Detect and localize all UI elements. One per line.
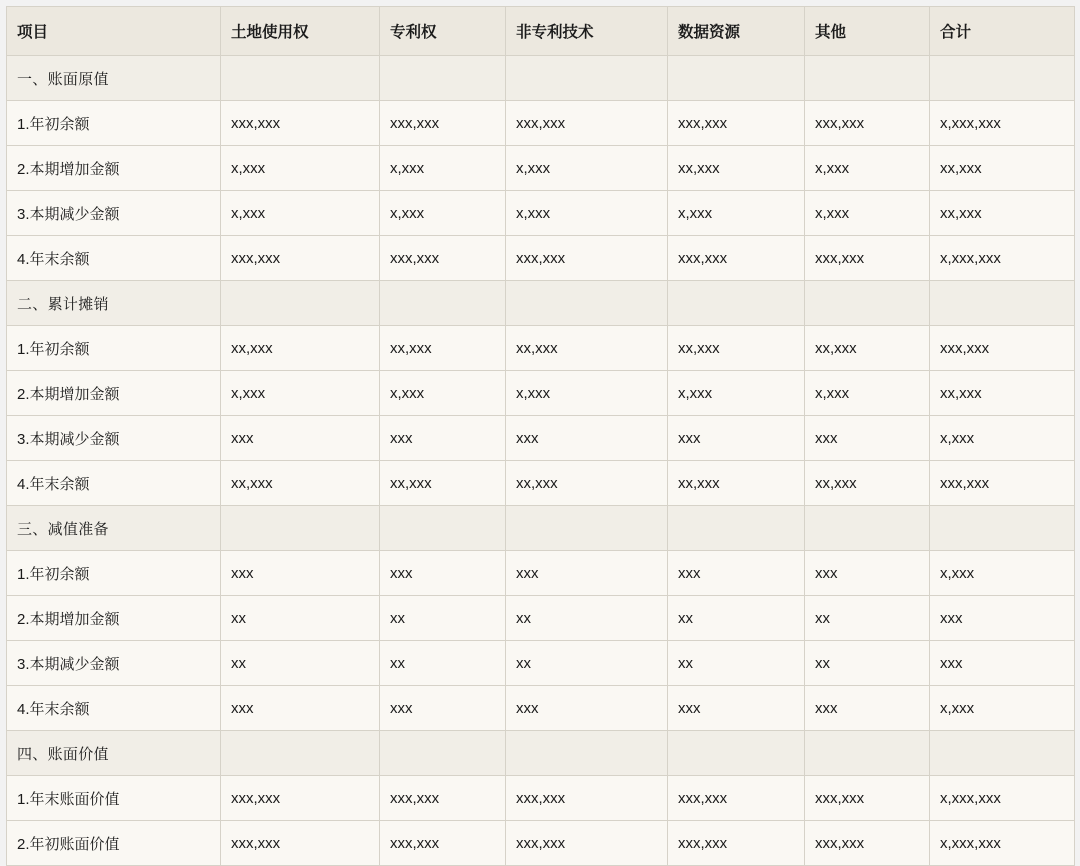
row-cell: xx: [506, 641, 668, 686]
row-cell: xxx,xxx: [221, 776, 380, 821]
row-cell: xxx: [221, 551, 380, 596]
row-cell: xxx,xxx: [668, 236, 805, 281]
row-cell: xxx: [668, 551, 805, 596]
row-cell: xxx,xxx: [668, 101, 805, 146]
row-label: 4.年末余额: [7, 461, 221, 506]
row-cell: xxx: [930, 641, 1075, 686]
row-cell: x,xxx,xxx: [930, 101, 1075, 146]
table-row: [7, 731, 1075, 776]
row-cell: xxx: [380, 416, 506, 461]
row-cell: xxx,xxx: [506, 101, 668, 146]
row-label: 3.本期减少金额: [7, 416, 221, 461]
row-label: 四、账面价值: [7, 731, 221, 776]
row-cell: [506, 56, 668, 101]
row-cell: xxx: [221, 686, 380, 731]
row-cell: xxx,xxx: [668, 776, 805, 821]
column-header-land-use-rights: 土地使用权: [221, 7, 380, 56]
row-cell: xx,xxx: [506, 326, 668, 371]
row-cell: xxx: [506, 416, 668, 461]
row-cell: [930, 56, 1075, 101]
row-label: 2.年初账面价值: [7, 821, 221, 866]
row-cell: xx,xxx: [930, 191, 1075, 236]
row-cell: [805, 56, 930, 101]
intangible-assets-table: [6, 6, 1075, 866]
row-cell: x,xxx: [506, 371, 668, 416]
table-row: [7, 506, 1075, 551]
row-label: 1.年末账面价值: [7, 776, 221, 821]
row-cell: xx,xxx: [930, 146, 1075, 191]
row-label: 4.年末余额: [7, 236, 221, 281]
table-row: [7, 56, 1075, 101]
row-cell: [221, 506, 380, 551]
row-cell: [668, 56, 805, 101]
row-cell: [506, 506, 668, 551]
row-label: 2.本期增加金额: [7, 146, 221, 191]
row-cell: [221, 731, 380, 776]
row-cell: xxx,xxx: [805, 776, 930, 821]
row-cell: xxx: [930, 596, 1075, 641]
row-label: 1.年初余额: [7, 101, 221, 146]
row-cell: [930, 281, 1075, 326]
table-row: [7, 641, 1075, 686]
row-label: 3.本期减少金额: [7, 641, 221, 686]
row-cell: [668, 506, 805, 551]
row-cell: xx,xxx: [506, 461, 668, 506]
table-row: [7, 371, 1075, 416]
table-header-row: [7, 7, 1075, 56]
row-cell: xxx,xxx: [380, 776, 506, 821]
table-row: [7, 236, 1075, 281]
table-row: [7, 191, 1075, 236]
row-cell: xxx,xxx: [380, 821, 506, 866]
table-row: [7, 416, 1075, 461]
row-cell: [380, 731, 506, 776]
row-label: 3.本期减少金额: [7, 191, 221, 236]
row-cell: x,xxx: [221, 146, 380, 191]
row-cell: [805, 731, 930, 776]
row-cell: xx,xxx: [380, 461, 506, 506]
row-cell: x,xxx: [668, 191, 805, 236]
row-cell: xxx,xxx: [668, 821, 805, 866]
row-cell: xx: [380, 641, 506, 686]
row-cell: xx: [380, 596, 506, 641]
row-cell: xxx: [668, 686, 805, 731]
row-cell: xxx,xxx: [380, 236, 506, 281]
row-cell: x,xxx: [506, 146, 668, 191]
row-label: 1.年初余额: [7, 551, 221, 596]
row-cell: x,xxx: [506, 191, 668, 236]
row-cell: x,xxx: [930, 551, 1075, 596]
table-row: [7, 686, 1075, 731]
row-label: 二、累计摊销: [7, 281, 221, 326]
row-cell: x,xxx: [668, 371, 805, 416]
row-cell: xxx: [805, 551, 930, 596]
row-cell: [668, 731, 805, 776]
row-label: 一、账面原值: [7, 56, 221, 101]
row-cell: xxx,xxx: [805, 101, 930, 146]
row-cell: xxx: [506, 551, 668, 596]
table-row: [7, 821, 1075, 866]
row-cell: x,xxx: [221, 371, 380, 416]
table-row: [7, 281, 1075, 326]
row-cell: [668, 281, 805, 326]
row-cell: [380, 56, 506, 101]
row-cell: xx,xxx: [221, 326, 380, 371]
column-header-other: 其他: [805, 7, 930, 56]
row-cell: x,xxx: [380, 146, 506, 191]
table-row: [7, 776, 1075, 821]
row-cell: x,xxx: [930, 416, 1075, 461]
table-body: [7, 56, 1075, 866]
row-cell: x,xxx: [805, 146, 930, 191]
column-header-non-patent-tech: 非专利技术: [506, 7, 668, 56]
row-cell: xx,xxx: [805, 461, 930, 506]
row-cell: [221, 56, 380, 101]
row-cell: xxx: [221, 416, 380, 461]
row-cell: xxx,xxx: [380, 101, 506, 146]
row-cell: x,xxx: [221, 191, 380, 236]
row-cell: xx,xxx: [380, 326, 506, 371]
row-cell: xx: [805, 641, 930, 686]
row-cell: [221, 281, 380, 326]
row-cell: xxx,xxx: [930, 461, 1075, 506]
column-header-item: 项目: [7, 7, 221, 56]
row-cell: x,xxx: [805, 191, 930, 236]
row-cell: xxx,xxx: [930, 326, 1075, 371]
row-cell: xx: [221, 596, 380, 641]
row-cell: x,xxx,xxx: [930, 236, 1075, 281]
table-header: [7, 7, 1075, 56]
row-cell: xx,xxx: [930, 371, 1075, 416]
row-cell: xx: [221, 641, 380, 686]
row-cell: xx: [506, 596, 668, 641]
row-cell: xxx,xxx: [506, 776, 668, 821]
table-row: [7, 461, 1075, 506]
row-cell: xx: [805, 596, 930, 641]
row-cell: xx: [668, 596, 805, 641]
row-cell: xxx: [506, 686, 668, 731]
row-cell: xxx,xxx: [805, 821, 930, 866]
table-row: [7, 101, 1075, 146]
row-cell: xx: [668, 641, 805, 686]
row-cell: xx,xxx: [668, 146, 805, 191]
row-label: 2.本期增加金额: [7, 596, 221, 641]
row-cell: xxx,xxx: [221, 821, 380, 866]
row-cell: xx,xxx: [668, 461, 805, 506]
row-cell: x,xxx,xxx: [930, 776, 1075, 821]
table-row: [7, 326, 1075, 371]
table-row: [7, 551, 1075, 596]
table-row: [7, 596, 1075, 641]
row-cell: [805, 281, 930, 326]
row-cell: x,xxx: [805, 371, 930, 416]
row-cell: xx,xxx: [668, 326, 805, 371]
row-label: 2.本期增加金额: [7, 371, 221, 416]
row-label: 1.年初余额: [7, 326, 221, 371]
row-cell: [930, 731, 1075, 776]
row-cell: [506, 281, 668, 326]
row-cell: [805, 506, 930, 551]
row-cell: xxx,xxx: [506, 821, 668, 866]
row-cell: xxx: [380, 686, 506, 731]
row-cell: x,xxx: [380, 191, 506, 236]
row-cell: xxx: [668, 416, 805, 461]
row-cell: xxx,xxx: [506, 236, 668, 281]
row-cell: xx,xxx: [221, 461, 380, 506]
row-label: 三、减值准备: [7, 506, 221, 551]
column-header-data-resources: 数据资源: [668, 7, 805, 56]
column-header-patent-rights: 专利权: [380, 7, 506, 56]
column-header-total: 合计: [930, 7, 1075, 56]
table-row: [7, 146, 1075, 191]
row-cell: xx,xxx: [805, 326, 930, 371]
row-cell: xxx,xxx: [805, 236, 930, 281]
row-cell: [380, 506, 506, 551]
row-cell: xxx: [805, 416, 930, 461]
row-cell: xxx: [805, 686, 930, 731]
row-cell: [380, 281, 506, 326]
row-cell: [930, 506, 1075, 551]
row-cell: x,xxx,xxx: [930, 821, 1075, 866]
row-label: 4.年末余额: [7, 686, 221, 731]
row-cell: [506, 731, 668, 776]
row-cell: xxx: [380, 551, 506, 596]
row-cell: xxx,xxx: [221, 101, 380, 146]
row-cell: xxx,xxx: [221, 236, 380, 281]
row-cell: x,xxx: [380, 371, 506, 416]
row-cell: x,xxx: [930, 686, 1075, 731]
